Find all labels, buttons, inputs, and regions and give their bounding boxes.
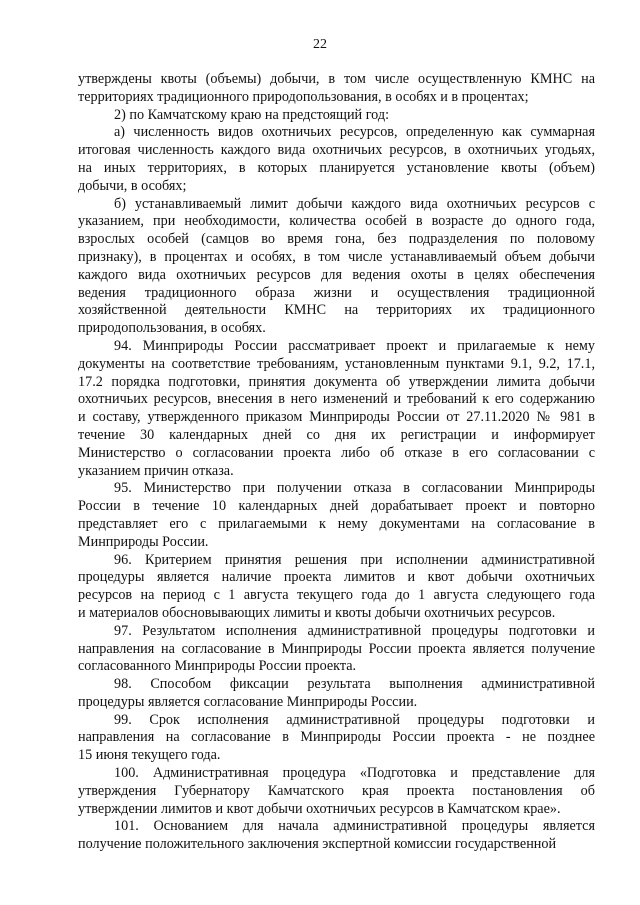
text-line: 94. Минприроды России рассматривает проект и прилагаемые к нему [114,337,595,354]
text-line: указанием причин отказа. [78,462,234,479]
text-line: утверждены квоты (объемы) добычи, в том числе осуществленную КМНС на [78,71,595,87]
text-line: Министерство о согласовании проекта либо об отказе в его согласовании с [78,444,595,461]
text-line: на иных территориях, в которых планируется установление квоты (объем) [78,159,595,176]
text-line: 97. Результатом исполнения административной процедуры подготовки и [114,622,595,639]
text-line: процедуры является согласование Минприроды России. [78,693,418,710]
text-line: охотничьих ресурсов, внесения в него изменений и требований к его содержанию [78,391,595,408]
text-line: указанием, при необходимости, количества особей в возрасте до одного года, [78,213,595,230]
text-line: согласованного Минприроды России проекта. [78,658,357,675]
text-line: 15 июня текущего года. [78,747,221,764]
text-line: б) устанавливаемый лимит добычи каждого вида охотничьих ресурсов с [114,195,595,212]
text-line: направления на согласование в Минприроды России проекта - не позднее [78,729,595,746]
text-line: признаку), в процентах и особях, в том числе устанавливаемый объем добычи [78,248,595,265]
text-line: и составу, утвержденного приказом Минприроды России от 27.11.2020 № 981 в [78,409,595,426]
text-line: 101. Основанием для начала административной процедуры является [114,818,595,835]
text-line: ресурсов на период с 1 августа текущего года до 1 августа следующего года [78,587,595,604]
text-line: Минприроды России. [78,533,209,550]
paragraph [78,623,595,676]
text-line: документы на соответствие требованиям, установленным пунктами 9.1, 9.2, 17.1, [78,355,595,372]
paragraph [78,338,595,480]
text-line: 99. Срок исполнения административной процедуры подготовки и [114,711,595,728]
paragraph [78,676,595,712]
text-line: утверждения Губернатору Камчатского края проекта постановления об [78,782,595,799]
text-line: 100. Административная процедура «Подготовка и представление для [114,765,595,782]
text-line: и материалов обосновывающих лимиты и квоты добычи охотничьих ресурсов. [78,604,556,621]
text-line: утверждении лимитов и квот добычи охотничьих ресурсов в Камчатском крае». [78,800,561,817]
document-body [78,71,595,854]
text-line: природопользования, в особях. [78,320,266,337]
paragraph [78,765,595,818]
text-line: России в течение 10 календарных дней дорабатывает проект и повторно [78,498,595,515]
text-line: добычи, в особях; [78,177,187,194]
paragraph [78,107,595,125]
text-line: получение положительного заключения экспертной комиссии государственной [78,836,557,853]
paragraph [78,196,595,338]
text-line: представляет его с прилагаемыми к нему документами на согласование в [78,515,595,532]
text-line: итоговая численность каждого вида охотничьих ресурсов, в охотничьих угодьях, [78,142,595,159]
text-line: ведения традиционного образа жизни и осуществления традиционной [78,284,595,301]
text-line: хозяйственной деятельности КМНС на территориях их традиционного [78,302,595,319]
text-line: направления на согласование в Минприроды России проекта является получение [78,640,595,657]
text-line: 17.2 порядка подготовки, принятия документа об утверждении лимита добычи [78,373,595,390]
text-line: взрослых особей (самцов во время гона, без подразделения по половому [78,231,595,248]
text-line: территориях традиционного природопользования, в особях и в процентах; [78,88,529,105]
paragraph [78,552,595,623]
paragraph [78,124,595,195]
page-number: 22 [313,37,327,52]
paragraph [78,818,595,854]
paragraph [78,71,595,107]
text-line: течение 30 календарных дней со дня их регистрации и информирует [78,426,595,443]
text-line: каждого вида охотничьих ресурсов для ведения охоты в целях обеспечения [78,266,595,283]
text-line: 2) по Камчатскому краю на предстоящий год: [114,106,390,123]
text-line: 96. Критерием принятия решения при исполнении административной [114,551,595,568]
text-line: а) численность видов охотничьих ресурсов, определенную как суммарная [114,124,595,141]
text-line: процедуры является наличие проекта лимитов и квот добычи охотничьих [78,569,595,586]
text-line: 98. Способом фиксации результата выполнения административной [114,676,595,693]
text-line: 95. Министерство при получении отказа в согласовании Минприроды [114,480,595,497]
paragraph [78,480,595,551]
paragraph [78,712,595,765]
